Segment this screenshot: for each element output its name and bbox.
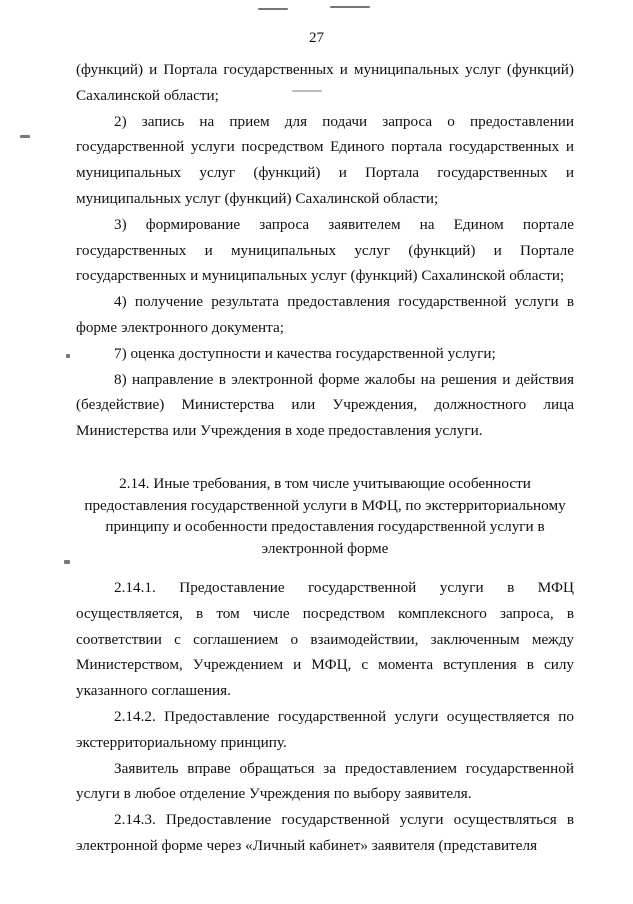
paragraph: 2.14.2. Предоставление государственной услуги осуществляется по экстерриториальному принципу. [76,707,574,751]
scan-artifact [64,560,70,564]
scan-artifact [20,135,30,138]
paragraph: 7) оценка доступности и качества государственной услуги; [114,344,496,362]
paragraph: 2.14.3. Предоставление государственной услуги осуществляться в электронной форме через «Личный кабинет» заявителя (представителя [76,811,574,854]
body-text-top [76,57,574,444]
paragraph: (функций) и Портала государственных и муниципальных услуг (функций) Сахалинской области; [76,61,574,104]
paragraph: 4) получение результата предоставления государственной услуги в форме электронного документа; [76,293,574,336]
page-number: 27 [309,30,324,46]
body-text-bottom [76,575,574,859]
paragraph: 8) направление в электронной форме жалобы на решения и действия (бездействие) Министерства или Учреждения, должностного лица Министерства или Учреждения в ходе предоставления услуги. [76,370,574,440]
paragraph: 2) запись на прием для подачи запроса о предоставлении государственной услуги посредством Единого портала государственных и муниципальных услуг (функций) и Портала государственных и муниципальных услуг (функций) Сахалинской области; [76,112,574,207]
paragraph: 3) формирование запроса заявителем на Едином портале государственных и муниципальных услуг (функций) и Портале государственных и муниципальных услуг (функций) Сахалинской области; [76,215,574,285]
scan-artifact [258,8,288,10]
scan-artifact [66,354,70,358]
section-heading: 2.14. Иные требования, в том числе учитывающие особенности предоставления государственной услуги в МФЦ, по экстерриториальному принципу и особенности предоставления государственной услуги в электронной форме [84,475,566,558]
paragraph: 2.14.1. Предоставление государственной услуги в МФЦ осуществляется, в том числе посредством комплексного запроса, в соответствии с соглашением о взаимодействии, заключенным между Министерством, Учреждением и МФЦ, с момента вступления в силу указанного соглашения. [76,579,574,700]
scan-artifact [330,6,370,8]
scan-artifact [292,90,322,92]
paragraph: Заявитель вправе обращаться за предоставлением государственной услуги в любое отделение Учреждения по выбору заявителя. [76,759,574,803]
